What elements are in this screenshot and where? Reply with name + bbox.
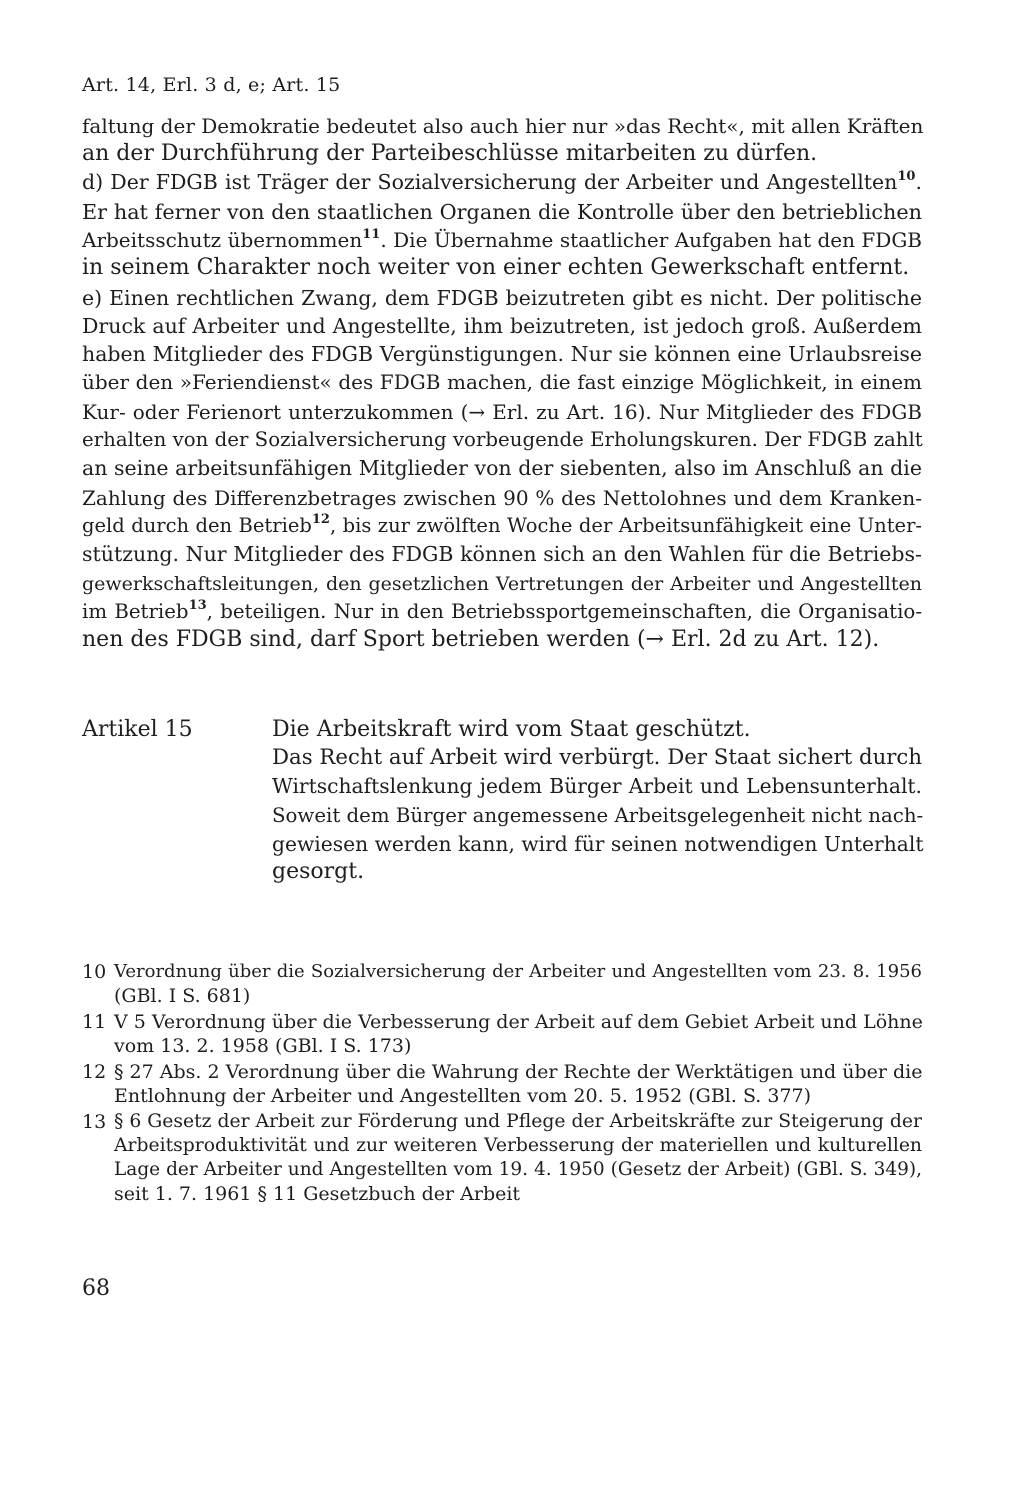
body-text-line: an der Durchführung der Parteibeschlüsse mitarbeiten zu dürfen. bbox=[82, 141, 818, 166]
body-text-line: Druck auf Arbeiter und Angestellte, ihm beizutreten, ist jedoch groß. Außerdem bbox=[82, 314, 922, 338]
page-number: 68 bbox=[82, 1276, 110, 1301]
body-text: , bis zur zwölften Woche der Arbeitsunfähigkeit eine Unter- bbox=[329, 514, 922, 537]
footnote-number: 13 bbox=[82, 1111, 107, 1133]
article-text-line: Das Recht auf Arbeit wird verbürgt. Der Staat sichert durch bbox=[272, 745, 922, 770]
footnote-number: 10 bbox=[82, 961, 107, 983]
body-text: d) Der FDGB ist Träger der Sozialversicherung der Arbeiter und Angestellten bbox=[82, 170, 898, 194]
footnote-number: 12 bbox=[82, 1061, 107, 1083]
body-text-line: e) Einen rechtlichen Zwang, dem FDGB beizutreten gibt es nicht. Der politische bbox=[82, 286, 922, 310]
footnote-line: § 6 Gesetz der Arbeit zur Förderung und Pflege der Arbeitskräfte zur Steigerung der bbox=[114, 1111, 922, 1132]
body-text: . Die Übernahme staatlicher Aufgaben hat den FDGB bbox=[380, 228, 922, 252]
body-text-line: an seine arbeitsunfähigen Mitglieder von der siebenten, also im Anschluß an die bbox=[82, 456, 922, 480]
body-text-line bbox=[82, 512, 922, 540]
body-text-line: in seinem Charakter noch weiter von einer echten Gewerkschaft entfernt. bbox=[82, 255, 910, 280]
footnote-line: Verordnung über die Sozialversicherung der Arbeiter und Angestellten vom 23. 8. 1956 bbox=[114, 961, 922, 982]
footnote-line: Lage der Arbeiter und Angestellten vom 19. 4. 1950 (Gesetz der Arbeit) (GBl. S. 349), bbox=[114, 1159, 922, 1180]
body-text-line: nen des FDGB sind, darf Sport betrieben werden (→ Erl. 2d zu Art. 12). bbox=[82, 627, 880, 652]
footnote-ref: 13 bbox=[188, 598, 207, 613]
body-text-line: über den »Feriendienst« des FDGB machen, die fast einzige Möglichkeit, in einem bbox=[82, 370, 922, 394]
body-text-line bbox=[82, 598, 922, 626]
footnote-line: § 27 Abs. 2 Verordnung über die Wahrung der Rechte der Werktätigen und über die bbox=[114, 1061, 923, 1083]
body-text-line: stützung. Nur Mitglieder des FDGB können sich an den Wahlen für die Betriebs- bbox=[82, 542, 922, 566]
footnote-number: 11 bbox=[82, 1011, 107, 1033]
body-text-line: Er hat ferner von den staatlichen Organen die Kontrolle über den betrieblichen bbox=[82, 200, 922, 224]
article-text-line: gewiesen werden kann, wird für seinen notwendigen Unterhalt bbox=[272, 832, 924, 856]
footnote-ref: 11 bbox=[362, 227, 381, 242]
body-text-line: Zahlung des Differenzbetrages zwischen 90 % des Nettolohnes und dem Kranken- bbox=[82, 486, 922, 510]
article-text-line: gesorgt. bbox=[272, 859, 365, 884]
body-text: im Betrieb bbox=[82, 600, 189, 623]
footnote-line: vom 13. 2. 1958 (GBl. I S. 173) bbox=[114, 1035, 412, 1057]
footnote-line: Entlohnung der Arbeiter und Angestellten vom 20. 5. 1952 (GBl. S. 377) bbox=[114, 1085, 812, 1107]
body-text-line: erhalten von der Sozialversicherung vorbeugende Erholungskuren. Der FDGB zahlt bbox=[82, 428, 923, 451]
footnote-line: Arbeitsproduktivität und zur weiteren Verbesserung der materiellen und kulturellen bbox=[114, 1135, 922, 1156]
article-text-line: Soweit dem Bürger angemessene Arbeitsgelegenheit nicht nach- bbox=[272, 804, 924, 827]
body-text: , beteiligen. Nur in den Betriebssportgemeinschaften, die Organisatio- bbox=[206, 600, 922, 623]
running-head: Art. 14, Erl. 3 d, e; Art. 15 bbox=[82, 74, 341, 96]
footnote-line: seit 1. 7. 1961 § 11 Gesetzbuch der Arbeit bbox=[114, 1183, 521, 1205]
body-text: geld durch den Betrieb bbox=[82, 514, 312, 537]
body-text-line bbox=[82, 226, 922, 254]
footnote-ref: 12 bbox=[311, 512, 330, 527]
body-text: . bbox=[915, 170, 922, 194]
body-text: Arbeitsschutz übernommen bbox=[82, 228, 363, 252]
body-text-line: gewerkschaftsleitungen, den gesetzlichen Vertretungen der Arbeiter und Angestellten bbox=[82, 573, 922, 595]
footnote-line: V 5 Verordnung über die Verbesserung der Arbeit auf dem Gebiet Arbeit und Löhne bbox=[114, 1011, 923, 1033]
body-text-line: Kur- oder Ferienort unterzukommen (→ Erl. zu Art. 16). Nur Mitglieder des FDGB bbox=[82, 400, 922, 424]
article-text-line: Wirtschaftslenkung jedem Bürger Arbeit und Lebensunterhalt. bbox=[272, 774, 922, 798]
body-text-line: haben Mitglieder des FDGB Vergünstigungen. Nur sie können eine Urlaubsreise bbox=[82, 342, 922, 366]
article-text-line: Die Arbeitskraft wird vom Staat geschützt. bbox=[272, 717, 751, 742]
footnote-line: (GBl. I S. 681) bbox=[114, 985, 251, 1007]
body-text-line bbox=[82, 168, 922, 196]
article-label: Artikel 15 bbox=[82, 717, 193, 742]
body-text-line: faltung der Demokratie bedeutet also auch hier nur »das Recht«, mit allen Kräften bbox=[82, 114, 924, 138]
footnote-ref: 10 bbox=[897, 169, 916, 184]
